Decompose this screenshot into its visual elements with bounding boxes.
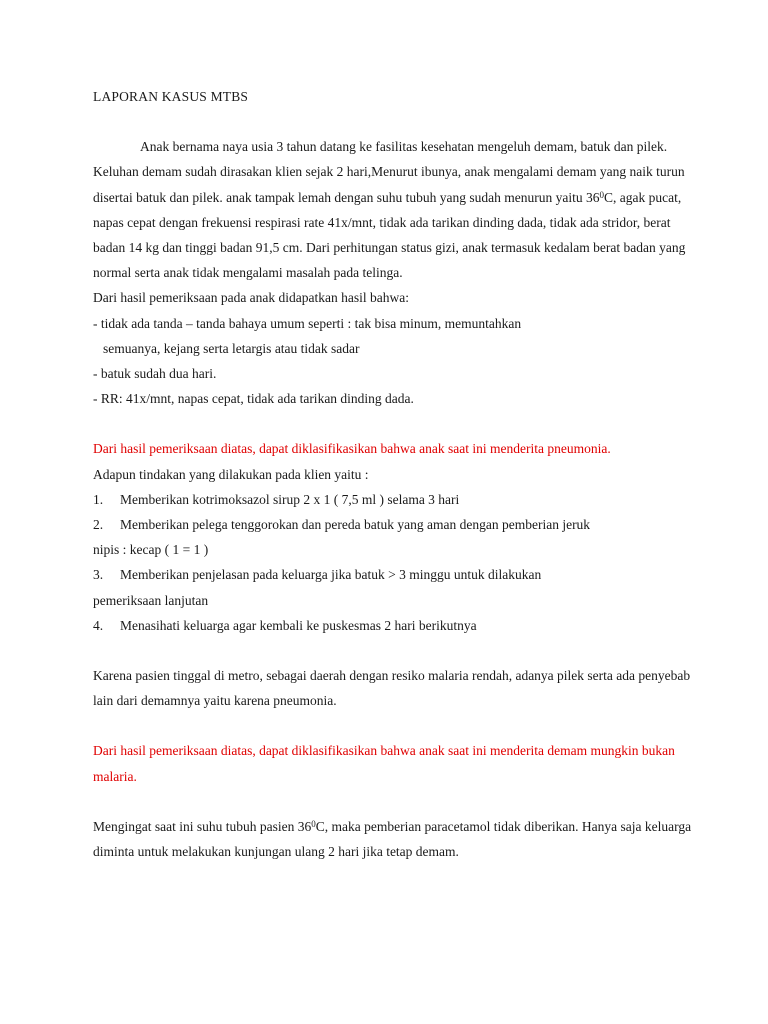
spacer bbox=[93, 411, 693, 436]
case-text-part2: C, agak pucat, napas cepat dengan frekuensi respirasi rate 41x/mnt, tidak ada tarikan dinding dada, tidak ada stridor, berat badan 14 kg dan tinggi badan 91,5 cm. Dari perhitungan status gizi, anak termasuk kedalam berat badan yang normal serta anak tidak mengalami masalah pada telinga. bbox=[93, 189, 686, 281]
finding-item: - tidak ada tanda – tanda bahaya umum seperti : tak bisa minum, memuntahkan bbox=[93, 315, 522, 331]
action-number: 3. bbox=[93, 567, 104, 583]
closing-text-part2: C, maka pemberian paracetamol tidak diberikan. Hanya saja keluarga diminta untuk melakukan kunjungan ulang 2 hari jika tetap demam. bbox=[93, 818, 692, 860]
malaria-risk-paragraph: Karena pasien tinggal di metro, sebagai daerah dengan resiko malaria rendah, adanya pilek serta ada penyebab lain dari demamnya yaitu karena pneumonia. bbox=[93, 668, 691, 709]
action-text-continuation: nipis : kecap ( 1 = 1 ) bbox=[93, 542, 209, 558]
action-text: Memberikan penjelasan pada keluarga jika batuk > 3 minggu untuk dilakukan bbox=[120, 567, 542, 583]
case-text-part1: Anak bernama naya usia 3 tahun datang ke fasilitas kesehatan mengeluh demam, batuk dan pilek. Keluhan demam sudah dirasakan klien sejak 2 hari,Menurut ibunya, anak mengalami demam yang naik turun disertai batuk dan pilek. anak tampak lemah dengan suhu tubuh yang sudah menurun yaitu 36 bbox=[93, 139, 685, 205]
degree-superscript: 0 bbox=[311, 818, 316, 829]
action-item bbox=[93, 562, 693, 587]
action-number: 2. bbox=[93, 517, 104, 533]
action-text: Menasihati keluarga agar kembali ke puskesmas 2 hari berikutnya bbox=[120, 617, 477, 633]
spacer bbox=[93, 789, 693, 814]
case-description-paragraph bbox=[93, 134, 693, 285]
action-number: 1. bbox=[93, 491, 104, 507]
finding-item-continuation: semuanya, kejang serta letargis atau tidak sadar bbox=[103, 340, 360, 356]
action-text-continuation: pemeriksaan lanjutan bbox=[93, 592, 209, 608]
document-page bbox=[93, 84, 693, 864]
action-item bbox=[93, 487, 693, 512]
finding-item: - RR: 41x/mnt, napas cepat, tidak ada tarikan dinding dada. bbox=[93, 391, 414, 407]
actions-intro-text: Adapun tindakan yang dilakukan pada klien yaitu : bbox=[93, 466, 369, 482]
action-text: Memberikan kotrimoksazol sirup 2 x 1 ( 7,5 ml ) selama 3 hari bbox=[120, 491, 460, 507]
action-number: 4. bbox=[93, 617, 104, 633]
degree-superscript: 0 bbox=[599, 189, 605, 200]
spacer bbox=[93, 638, 693, 663]
exam-intro-text: Dari hasil pemeriksaan pada anak didapatkan hasil bahwa: bbox=[93, 290, 410, 306]
spacer bbox=[93, 713, 693, 738]
classification-malaria-text: Dari hasil pemeriksaan diatas, dapat diklasifikasikan bahwa anak saat ini menderita demam mungkin bukan malaria. bbox=[93, 743, 675, 784]
finding-item: - batuk sudah dua hari. bbox=[93, 366, 217, 382]
classification-pneumonia-text: Dari hasil pemeriksaan diatas, dapat diklasifikasikan bahwa anak saat ini menderita pneumonia. bbox=[93, 441, 611, 457]
action-item bbox=[93, 613, 693, 638]
closing-text-part1: Mengingat saat ini suhu tubuh pasien 36 bbox=[93, 818, 312, 834]
document-title: LAPORAN KASUS MTBS bbox=[93, 89, 249, 104]
closing-paragraph bbox=[93, 814, 693, 864]
spacer bbox=[93, 109, 693, 134]
action-item bbox=[93, 512, 693, 537]
action-text: Memberikan pelega tenggorokan dan pereda batuk yang aman dengan pemberian jeruk bbox=[120, 517, 591, 533]
